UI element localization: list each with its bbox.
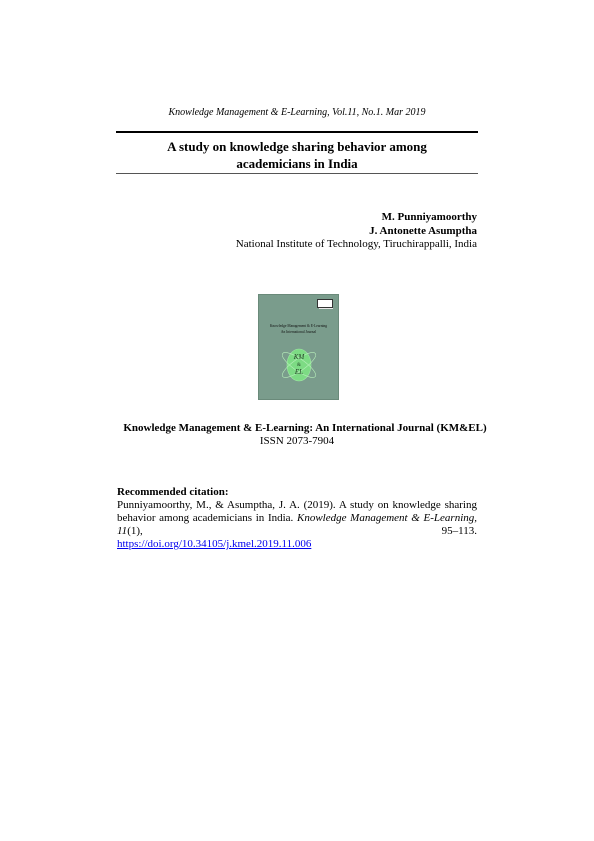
cover-badge-line — [319, 308, 333, 309]
author-name-1: M. Punniyamoorthy — [381, 211, 477, 223]
paper-title-line-1: A study on knowledge sharing behavior among — [167, 139, 427, 154]
journal-logo-icon — [277, 339, 321, 389]
title-bottom-rule — [116, 173, 478, 174]
journal-issn: ISSN 2073-7904 — [259, 435, 335, 447]
cover-title-line-1: Knowledge Management & E-Learning — [269, 324, 328, 328]
title-top-rule — [116, 131, 478, 133]
journal-cover-image — [258, 294, 339, 400]
logo-text-mid: & — [297, 363, 301, 368]
logo-text-top: KM — [293, 353, 305, 361]
paper-title-line-2: academicians in India — [236, 156, 358, 171]
logo-text-bottom: EL — [294, 368, 304, 376]
recommended-citation — [117, 486, 477, 551]
citation-text — [117, 499, 477, 538]
citation-doi-link[interactable]: https://doi.org/10.34105/j.kmel.2019.11.006 — [117, 538, 312, 550]
citation-issue-pages: (1), 95–113. — [127, 525, 477, 537]
citation-heading: Recommended citation: — [117, 486, 229, 498]
author-affiliation: National Institute of Technology, Tiruchirappalli, India — [235, 238, 477, 250]
citation-journal: Knowledge Management & E-Learning, — [297, 512, 477, 524]
author-name-2: J. Antonette Asumptha — [369, 224, 477, 237]
citation-volume: 11 — [117, 525, 128, 537]
journal-name: Knowledge Management & E-Learning: An International Journal (KM&EL) — [123, 422, 487, 434]
author-block — [236, 211, 477, 252]
cover-title-line-2: An International Journal — [280, 330, 317, 334]
citation-text-main: Punniyamoorthy, M., & Asumptha, J. A. (2019). A study on knowledge sharing behavior among academicians in India. — [117, 499, 477, 524]
paper-title — [116, 138, 478, 172]
running-header: Knowledge Management & E-Learning, Vol.11, No.1. Mar 2019 — [168, 107, 426, 118]
cover-title — [259, 323, 338, 335]
cover-badge — [317, 299, 333, 308]
